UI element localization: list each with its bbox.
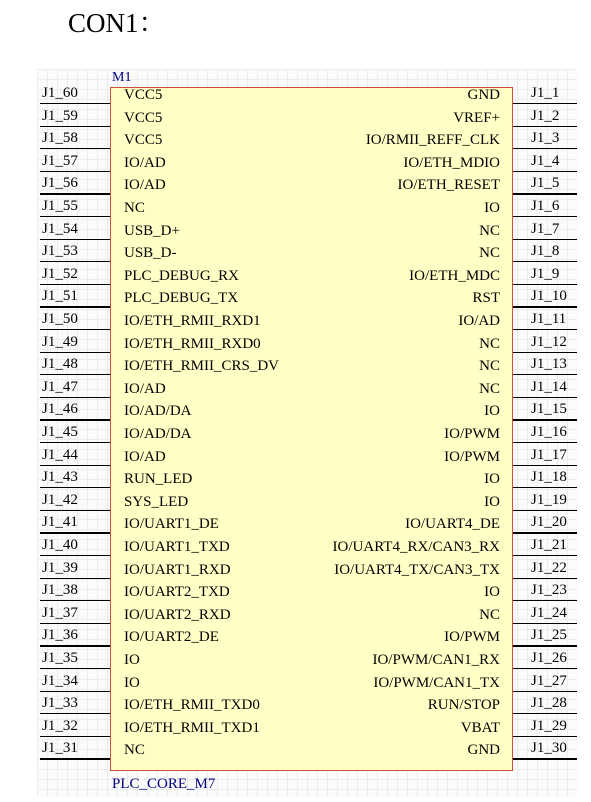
left-pin-line[interactable]: [40, 758, 110, 759]
right-net-label: J1_16: [531, 424, 567, 440]
left-pin-line[interactable]: [40, 352, 110, 353]
pin-row: [0, 512, 591, 534]
left-pin-line[interactable]: [40, 419, 110, 420]
right-pin-line[interactable]: [513, 419, 577, 420]
right-pin-line[interactable]: [513, 261, 577, 262]
left-net-label: J1_33: [42, 695, 78, 712]
left-pin-line[interactable]: [40, 103, 110, 104]
right-net-label: J1_4: [531, 152, 560, 169]
left-net-label: J1_34: [42, 672, 78, 689]
right-pin-line[interactable]: [513, 103, 577, 104]
pin-row: [0, 399, 591, 421]
right-pin-line[interactable]: [513, 645, 577, 646]
left-pin-signal: IO/UART1_DE: [124, 516, 219, 533]
left-net-label: J1_43: [42, 469, 78, 486]
left-pin-line[interactable]: [40, 623, 110, 624]
pin-row: [0, 173, 591, 195]
right-pin-line[interactable]: [513, 148, 577, 149]
left-pin-line[interactable]: [40, 691, 110, 692]
right-pin-signal: RUN/STOP: [427, 697, 500, 714]
left-pin-signal: IO/AD/DA: [124, 426, 192, 442]
left-pin-line[interactable]: [40, 510, 110, 511]
right-pin-line[interactable]: [513, 600, 577, 601]
left-net-label: J1_41: [42, 514, 78, 531]
pin-row: [0, 716, 591, 738]
left-pin-signal: RUN_LED: [124, 471, 193, 488]
left-net-label: J1_56: [42, 175, 78, 192]
pin-row: [0, 603, 591, 625]
right-net-label: J1_8: [531, 243, 560, 260]
left-pin-signal: IO/ETH_RMII_RXD0: [124, 335, 261, 352]
right-pin-signal: IO/PWM: [444, 426, 500, 442]
right-net-label: J1_20: [531, 514, 567, 531]
left-pin-signal: IO/ETH_RMII_CRS_DV: [124, 358, 280, 375]
left-pin-line[interactable]: [40, 600, 110, 601]
left-pin-line[interactable]: [40, 216, 110, 217]
left-net-label: J1_49: [42, 333, 78, 350]
left-pin-line[interactable]: [40, 736, 110, 737]
pin-row: [0, 738, 591, 760]
left-pin-signal: USB_D-: [124, 245, 177, 262]
left-net-label: J1_58: [42, 130, 78, 147]
left-pin-signal: SYS_LED: [124, 493, 189, 510]
left-net-label: J1_52: [42, 265, 78, 282]
left-pin-signal: VCC5: [124, 132, 163, 149]
right-pin-signal: IO: [484, 493, 500, 510]
right-net-label: J1_17: [531, 446, 567, 463]
left-pin-signal: IO/ETH_RMII_TXD0: [124, 697, 260, 714]
left-pin-line[interactable]: [40, 284, 110, 285]
pin-row: [0, 648, 591, 670]
left-net-label: J1_31: [42, 740, 78, 757]
left-pin-signal: IO/AD/DA: [124, 403, 192, 420]
right-pin-signal: NC: [479, 335, 500, 352]
left-pin-signal: VCC5: [124, 87, 163, 103]
left-net-label: J1_48: [42, 356, 78, 373]
right-net-label: J1_30: [531, 740, 567, 757]
left-pin-line[interactable]: [40, 532, 110, 533]
right-pin-line[interactable]: [513, 736, 577, 737]
right-pin-signal: NC: [479, 245, 500, 262]
left-pin-line[interactable]: [40, 578, 110, 579]
right-net-label: J1_24: [531, 604, 567, 621]
pin-row: [0, 241, 591, 263]
right-pin-line[interactable]: [513, 216, 577, 217]
left-pin-line[interactable]: [40, 261, 110, 262]
right-pin-line[interactable]: [513, 352, 577, 353]
right-pin-signal: IO: [484, 471, 500, 488]
left-pin-signal: IO/UART2_RXD: [124, 606, 231, 623]
pin-row: [0, 151, 591, 173]
left-pin-signal: PLC_DEBUG_TX: [124, 290, 239, 307]
left-pin-signal: USB_D+: [124, 222, 180, 239]
left-pin-line[interactable]: [40, 306, 110, 307]
pin-row: [0, 309, 591, 331]
left-pin-line[interactable]: [40, 126, 110, 127]
pin-row: [0, 332, 591, 354]
right-net-label: J1_25: [531, 627, 567, 644]
right-net-label: J1_26: [531, 650, 567, 666]
left-net-label: J1_47: [42, 378, 78, 395]
pin-row: [0, 445, 591, 467]
left-pin-signal: IO/AD: [124, 154, 166, 171]
right-pin-signal: NC: [479, 358, 500, 375]
pin-row: [0, 196, 591, 218]
right-pin-signal: IO/UART4_RX/CAN3_RX: [332, 539, 500, 555]
right-net-label: J1_14: [531, 378, 567, 395]
right-pin-line[interactable]: [513, 578, 577, 579]
left-pin-signal: IO/AD: [124, 380, 166, 397]
left-pin-line[interactable]: [40, 442, 110, 443]
pin-row: [0, 286, 591, 308]
right-net-label: J1_12: [531, 333, 567, 350]
right-pin-line[interactable]: [513, 623, 577, 624]
right-pin-signal: IO/RMII_REFF_CLK: [365, 132, 500, 149]
right-pin-signal: IO/PWM: [444, 629, 500, 646]
left-pin-line[interactable]: [40, 397, 110, 398]
pin-row: [0, 625, 591, 647]
left-pin-line[interactable]: [40, 148, 110, 149]
pin-row: [0, 128, 591, 150]
left-pin-signal: IO/ETH_RMII_RXD1: [124, 313, 261, 329]
right-pin-line[interactable]: [513, 193, 577, 194]
right-pin-line[interactable]: [513, 758, 577, 759]
left-pin-line[interactable]: [40, 374, 110, 375]
left-net-label: J1_42: [42, 491, 78, 508]
left-pin-signal: IO/AD: [124, 448, 166, 465]
pin-row: [0, 467, 591, 489]
right-pin-line[interactable]: [513, 126, 577, 127]
right-net-label: J1_1: [531, 85, 560, 101]
left-pin-line[interactable]: [40, 239, 110, 240]
pin-row: [0, 219, 591, 241]
right-net-label: J1_13: [531, 356, 567, 373]
left-pin-line[interactable]: [40, 645, 110, 646]
left-pin-signal: IO/UART2_TXD: [124, 584, 230, 601]
right-net-label: J1_27: [531, 672, 567, 689]
right-net-label: J1_9: [531, 265, 560, 282]
left-net-label: J1_45: [42, 424, 78, 440]
left-net-label: J1_54: [42, 220, 78, 237]
right-pin-signal: IO/ETH_RESET: [397, 177, 500, 194]
right-net-label: J1_6: [531, 198, 560, 214]
component-comment: PLC_CORE_M7: [112, 776, 216, 792]
left-pin-signal: NC: [124, 200, 145, 216]
right-pin-line[interactable]: [513, 555, 577, 556]
right-pin-signal: IO/PWM: [444, 448, 500, 465]
left-net-label: J1_53: [42, 243, 78, 260]
left-pin-line[interactable]: [40, 465, 110, 466]
right-pin-line[interactable]: [513, 329, 577, 330]
left-net-label: J1_32: [42, 717, 78, 734]
left-net-label: J1_40: [42, 537, 78, 553]
left-pin-signal: IO/ETH_RMII_TXD1: [124, 719, 260, 736]
component-designator: M1: [112, 70, 132, 85]
left-pin-line[interactable]: [40, 713, 110, 714]
right-pin-line[interactable]: [513, 239, 577, 240]
left-net-label: J1_39: [42, 559, 78, 576]
left-pin-line[interactable]: [40, 329, 110, 330]
right-pin-signal: IO/AD: [458, 313, 500, 329]
left-net-label: J1_51: [42, 288, 78, 305]
right-pin-signal: IO/ETH_MDIO: [403, 154, 500, 171]
pin-row: [0, 106, 591, 128]
right-pin-signal: GND: [467, 87, 500, 103]
right-pin-line[interactable]: [513, 691, 577, 692]
right-net-label: J1_5: [531, 175, 560, 192]
left-net-label: J1_35: [42, 650, 78, 666]
pin-row: [0, 264, 591, 286]
pin-row: [0, 377, 591, 399]
left-net-label: J1_50: [42, 311, 78, 327]
left-pin-signal: IO/UART2_DE: [124, 629, 219, 646]
left-pin-signal: IO: [124, 652, 140, 668]
left-pin-signal: NC: [124, 742, 145, 759]
right-pin-line[interactable]: [513, 171, 577, 172]
left-pin-line[interactable]: [40, 487, 110, 488]
right-pin-line[interactable]: [513, 374, 577, 375]
pin-row: [0, 671, 591, 693]
right-pin-signal: IO/ETH_MDC: [409, 267, 500, 284]
right-pin-signal: RST: [472, 290, 500, 307]
right-net-label: J1_15: [531, 401, 567, 418]
left-net-label: J1_38: [42, 582, 78, 599]
heading: CON1：: [68, 8, 166, 38]
right-net-label: J1_22: [531, 559, 567, 576]
right-pin-signal: IO/PWM/CAN1_RX: [372, 652, 500, 668]
right-pin-line[interactable]: [513, 465, 577, 466]
left-pin-signal: IO/UART1_RXD: [124, 561, 231, 578]
right-pin-line[interactable]: [513, 284, 577, 285]
right-net-label: J1_19: [531, 491, 567, 508]
right-net-label: J1_2: [531, 107, 560, 124]
left-net-label: J1_55: [42, 198, 78, 214]
left-pin-signal: PLC_DEBUG_RX: [124, 267, 240, 284]
right-net-label: J1_29: [531, 717, 567, 734]
left-net-label: J1_59: [42, 107, 78, 124]
right-pin-line[interactable]: [513, 510, 577, 511]
right-pin-signal: NC: [479, 222, 500, 239]
left-pin-signal: IO/AD: [124, 177, 166, 194]
left-net-label: J1_37: [42, 604, 78, 621]
pin-row: [0, 354, 591, 376]
left-pin-signal: IO: [124, 674, 140, 691]
left-net-label: J1_57: [42, 152, 78, 169]
right-net-label: J1_11: [531, 311, 567, 327]
right-net-label: J1_23: [531, 582, 567, 599]
right-pin-signal: IO/UART4_DE: [405, 516, 500, 533]
left-net-label: J1_60: [42, 85, 78, 101]
right-pin-line[interactable]: [513, 532, 577, 533]
left-pin-line[interactable]: [40, 193, 110, 194]
pin-row: [0, 83, 591, 105]
right-pin-signal: NC: [479, 380, 500, 397]
right-pin-line[interactable]: [513, 442, 577, 443]
right-net-label: J1_21: [531, 537, 567, 553]
right-pin-signal: VBAT: [460, 719, 500, 736]
right-pin-signal: IO: [484, 584, 500, 601]
right-pin-signal: VREF+: [453, 109, 500, 126]
left-net-label: J1_36: [42, 627, 78, 644]
right-net-label: J1_3: [531, 130, 560, 147]
left-net-label: J1_44: [42, 446, 78, 463]
pin-row: [0, 535, 591, 557]
right-pin-signal: GND: [467, 742, 500, 759]
right-pin-signal: NC: [479, 606, 500, 623]
right-net-label: J1_28: [531, 695, 567, 712]
right-pin-line[interactable]: [513, 306, 577, 307]
left-pin-line[interactable]: [40, 555, 110, 556]
pin-row: [0, 558, 591, 580]
right-pin-signal: IO: [484, 200, 500, 216]
right-net-label: J1_18: [531, 469, 567, 486]
left-pin-signal: IO/UART1_TXD: [124, 539, 230, 555]
right-pin-signal: IO: [484, 403, 500, 420]
pin-row: [0, 580, 591, 602]
right-pin-signal: IO/PWM/CAN1_TX: [373, 674, 500, 691]
left-net-label: J1_46: [42, 401, 78, 418]
left-pin-signal: VCC5: [124, 109, 163, 126]
right-pin-signal: IO/UART4_TX/CAN3_TX: [334, 561, 500, 578]
left-pin-line[interactable]: [40, 668, 110, 669]
right-pin-line[interactable]: [513, 668, 577, 669]
right-pin-line[interactable]: [513, 397, 577, 398]
pin-row: [0, 422, 591, 444]
left-pin-line[interactable]: [40, 171, 110, 172]
right-pin-line[interactable]: [513, 487, 577, 488]
pin-row: [0, 693, 591, 715]
right-net-label: J1_7: [531, 220, 560, 237]
right-pin-line[interactable]: [513, 713, 577, 714]
pin-row: [0, 490, 591, 512]
right-net-label: J1_10: [531, 288, 567, 305]
